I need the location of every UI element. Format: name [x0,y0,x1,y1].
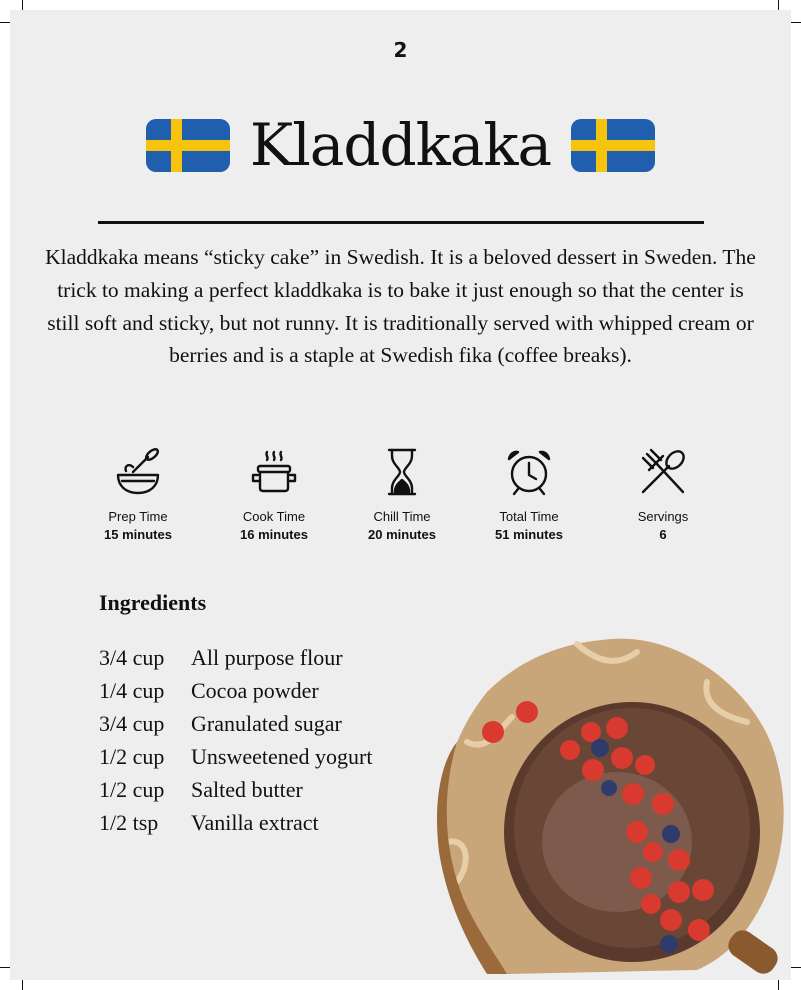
ingredient-item [99,740,372,773]
recipe-page [10,10,791,980]
page-number: 2 [393,38,408,62]
ingredient-quantity: 1/4 cup [99,678,165,703]
stat-label: Chill Time [373,509,431,524]
crop-mark [778,0,779,10]
recipe-stats [10,448,791,568]
stat-prep-time [73,448,203,544]
swedish-flag-icon [571,119,655,172]
alarm-clock-icon [505,448,553,496]
crop-mark [0,967,10,968]
ingredient-quantity: 3/4 cup [99,645,165,670]
crop-mark [22,0,23,10]
crop-mark [791,22,801,23]
stat-label: Prep Time [108,509,168,524]
ingredient-name: Vanilla extract [191,810,319,835]
stat-total-time [464,448,594,544]
stat-label: Total Time [499,509,559,524]
ingredient-name: Granulated sugar [191,711,342,736]
title-row [10,105,791,185]
cooking-pot-icon [250,448,298,496]
kladdkaka-photo [427,622,791,980]
stat-value: 20 minutes [368,527,436,542]
ingredient-quantity: 3/4 cup [99,711,165,736]
fork-spoon-icon [639,448,687,496]
ingredient-item [99,773,372,806]
ingredient-item [99,707,372,740]
stat-label: Cook Time [242,509,306,524]
stat-label: Servings [637,509,689,524]
crop-mark [778,980,779,990]
ingredient-item [99,674,372,707]
stat-chill-time [337,448,467,544]
ingredient-quantity: 1/2 tsp [99,810,159,835]
ingredient-quantity: 1/2 cup [99,744,165,769]
ingredient-item [99,641,372,674]
crop-mark [22,980,23,990]
recipe-title: Kladdkaka [249,111,552,179]
recipe-description: Kladdkaka means “sticky cake” in Swedish. It is a beloved dessert in Sweden. The trick to making a perfect kladdkaka is to bake it just enough so that the center is still soft and sticky, but not runny. It is traditionally served with whipped cream or berries and is a staple at Swedish fika (coffee breaks). [45,245,756,368]
ingredient-quantity: 1/2 cup [99,777,165,802]
stat-value: 16 minutes [240,527,308,542]
ingredient-name: All purpose flour [191,645,343,670]
hourglass-icon [378,448,426,496]
ingredient-name: Unsweetened yogurt [191,744,373,769]
crop-mark [791,967,801,968]
stat-value: 15 minutes [104,527,172,542]
stat-servings [598,448,728,544]
stat-value: 6 [659,527,667,542]
ingredient-name: Salted butter [191,777,303,802]
ingredients-heading: Ingredients [99,590,207,615]
crop-mark [0,22,10,23]
ingredient-name: Cocoa powder [191,678,319,703]
title-divider [98,221,704,224]
stat-value: 51 minutes [495,527,563,542]
stat-cook-time [209,448,339,544]
swedish-flag-icon [146,119,230,172]
ingredients-list [99,641,372,839]
whisk-bowl-icon [114,448,162,496]
ingredient-item [99,806,372,839]
